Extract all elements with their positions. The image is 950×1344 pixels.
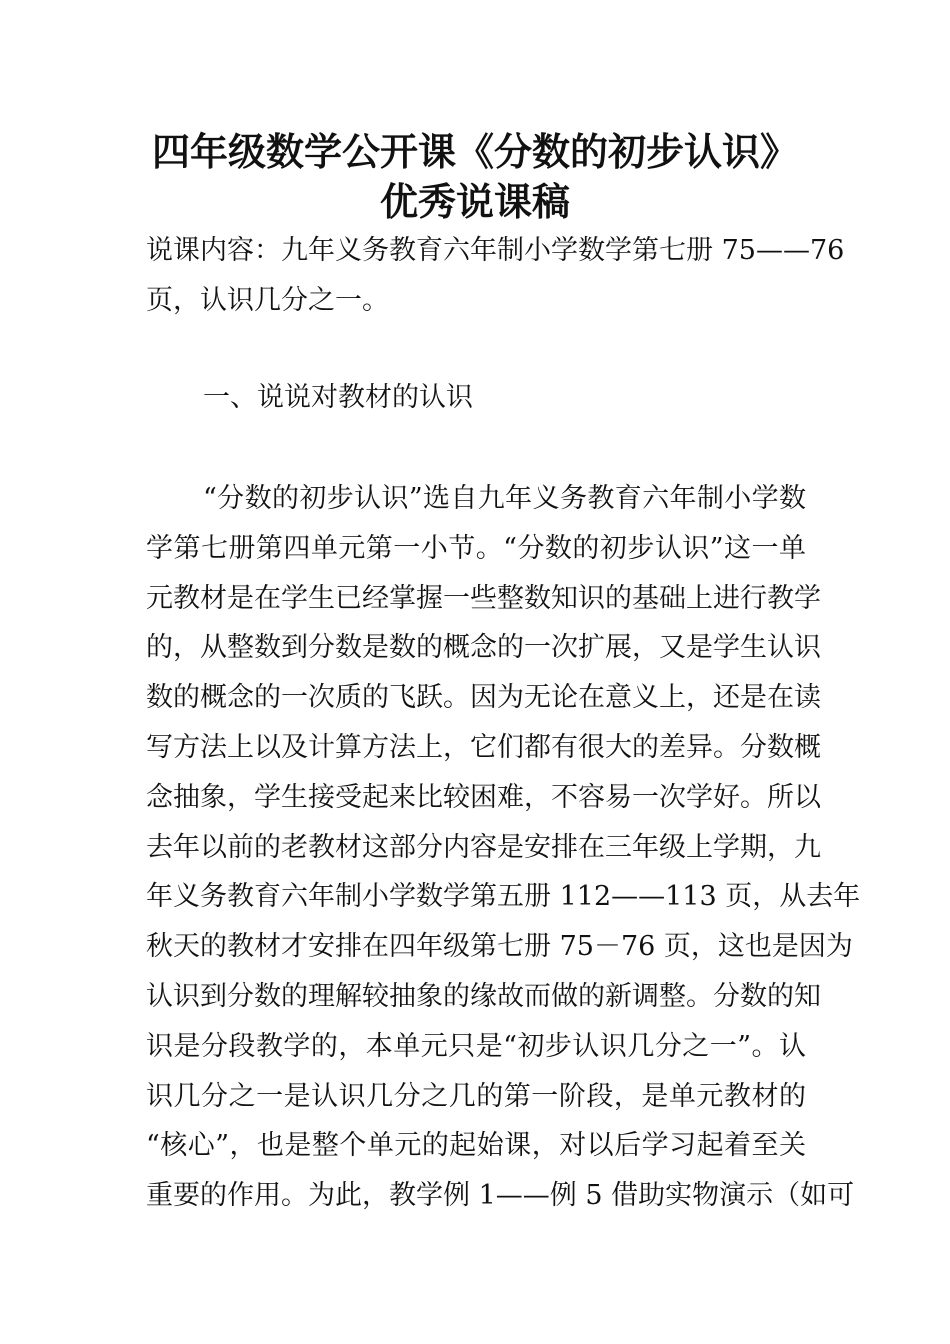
paragraph-line: 重要的作用。为此，教学例 1——例 5 借助实物演示（如可 — [146, 1180, 855, 1212]
body-paragraph — [146, 474, 861, 1221]
paragraph-line: “分数的初步认识”选自九年义务教育六年制小学数 — [203, 483, 806, 514]
paragraph-line: 念抽象，学生接受起来比较困难，不容易一次学好。所以 — [146, 781, 821, 813]
intro-line: 页，认识几分之一。 — [146, 284, 389, 316]
paragraph-line: 元教材是在学生已经掌握一些整数知识的基础上进行教学 — [146, 582, 821, 614]
paragraph-line: 写方法上以及计算方法上，它们都有很大的差异。分数概 — [146, 731, 821, 763]
intro-line: 说课内容：九年义务教育六年制小学数学第七册 75——76 — [146, 235, 845, 266]
paragraph-line: 认识到分数的理解较抽象的缘故而做的新调整。分数的知 — [146, 980, 821, 1012]
paragraph-line: 识几分之一是认识几分之几的第一阶段，是单元教材的 — [146, 1080, 806, 1112]
paragraph-line: 识是分段教学的，本单元只是“初步认识几分之一”。认 — [146, 1030, 806, 1062]
paragraph-line: 学第七册第四单元第一小节。“分数的初步认识”这一单 — [146, 532, 806, 564]
paragraph-line: “核心”，也是整个单元的起始课，对以后学习起着至关 — [146, 1130, 806, 1162]
intro-paragraph — [146, 226, 845, 326]
paragraph-line: 年义务教育六年制小学数学第五册 112——113 页，从去年 — [146, 881, 861, 913]
paragraph-line: 秋天的教材才安排在四年级第七册 75－76 页，这也是因为 — [146, 931, 853, 963]
paragraph-line: 数的概念的一次质的飞跃。因为无论在意义上，还是在读 — [146, 682, 821, 714]
section-heading: 一、说说对教材的认识 — [203, 382, 473, 413]
paragraph-line: 的，从整数到分数是数的概念的一次扩展，又是学生认识 — [146, 632, 821, 664]
document-title-line-1: 四年级数学公开课《分数的初步认识》 — [151, 130, 798, 174]
document-title-line-2: 优秀说课稿 — [379, 180, 570, 224]
paragraph-line: 去年以前的老教材这部分内容是安排在三年级上学期，九 — [146, 831, 821, 863]
